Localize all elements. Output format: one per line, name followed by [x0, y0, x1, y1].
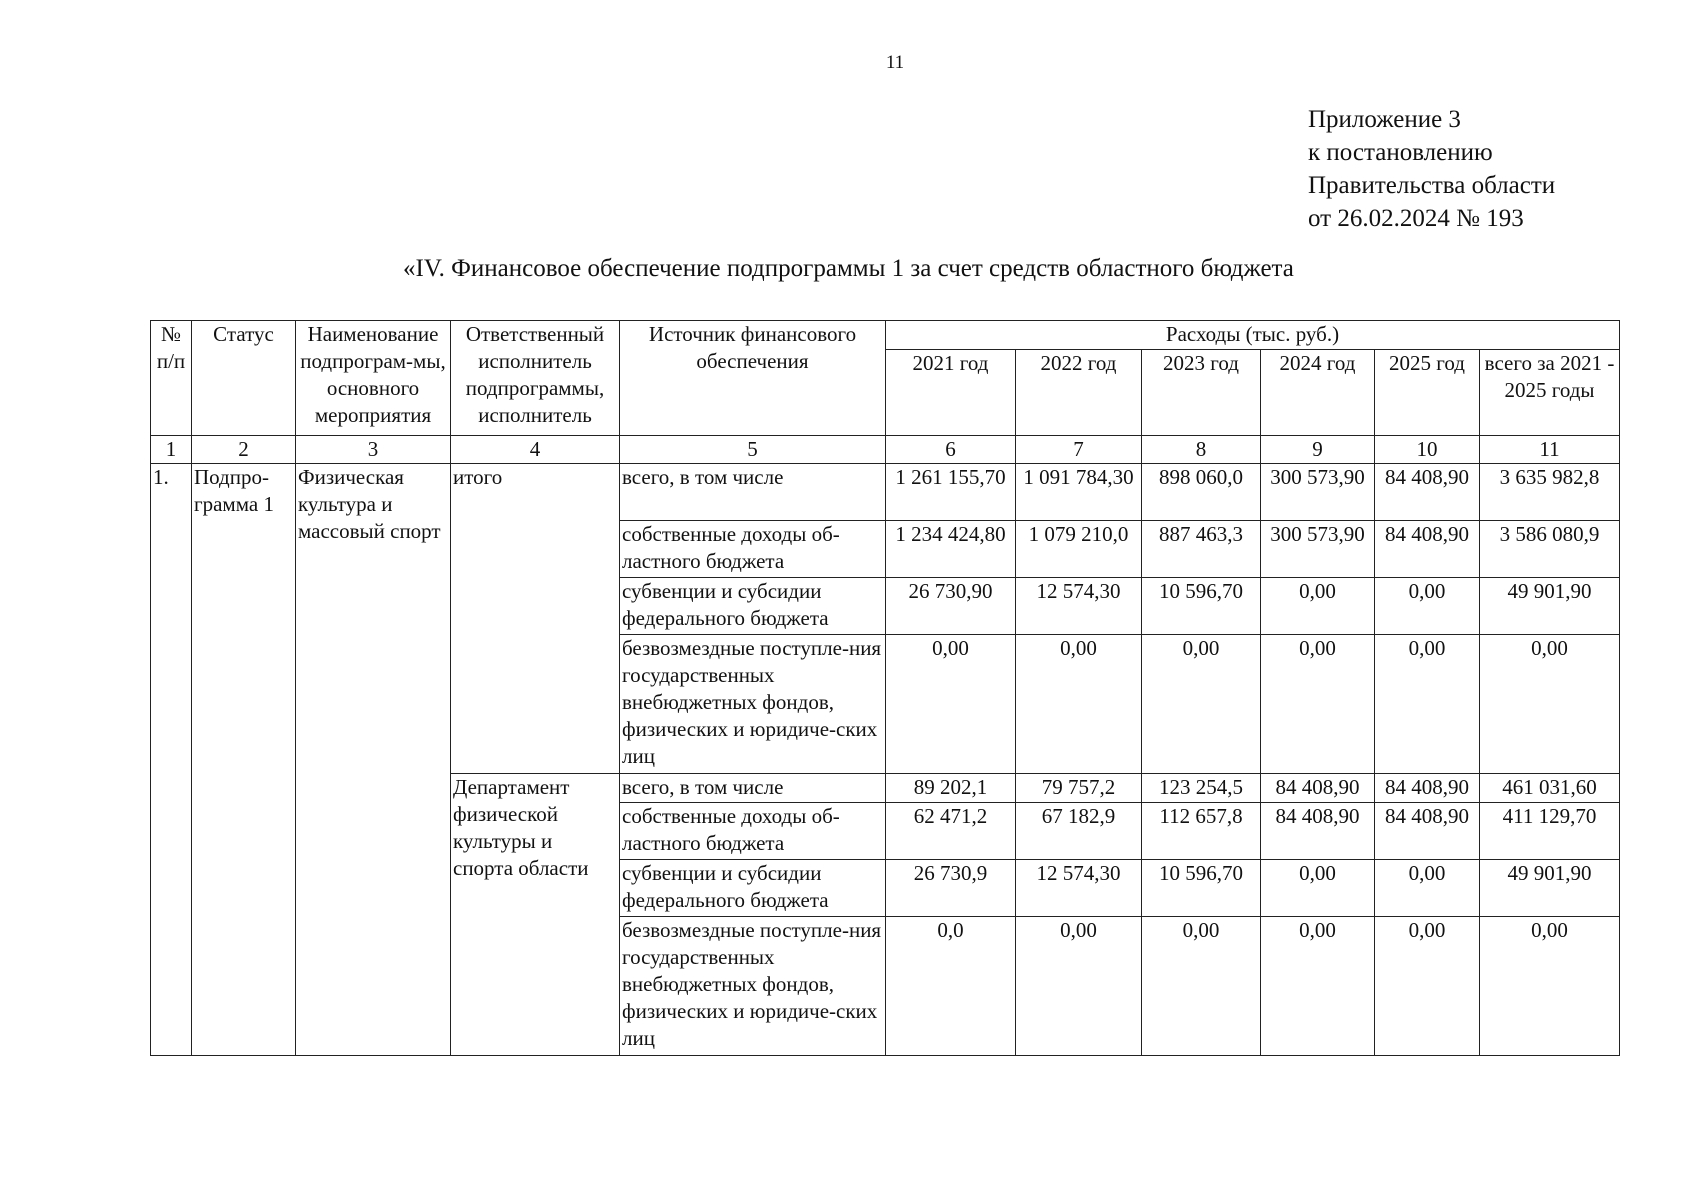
- row-source: собственные доходы об-ластного бюджета: [620, 803, 886, 860]
- value-total: 0,00: [1480, 635, 1620, 774]
- header-expenses: Расходы (тыс. руб.): [886, 321, 1620, 350]
- appendix-line: к постановлению: [1308, 139, 1493, 166]
- value-2023: 0,00: [1142, 917, 1261, 1056]
- column-number-row: [151, 436, 1620, 464]
- value-2023: 898 060,0: [1142, 464, 1261, 521]
- value-2022: 1 091 784,30: [1016, 464, 1142, 521]
- header-year-2023: 2023 год: [1142, 350, 1261, 436]
- row-source: безвозмездные поступле-ния государственных внебюджетных фондов, физических и юридиче-ских лиц: [620, 635, 886, 774]
- value-2025: 0,00: [1375, 635, 1480, 774]
- column-number: 4: [451, 436, 620, 464]
- page-number: 11: [885, 52, 905, 73]
- value-2022: 1 079 210,0: [1016, 521, 1142, 578]
- header-year-2021: 2021 год: [886, 350, 1016, 436]
- column-number: 1: [151, 436, 192, 464]
- value-2022: 12 574,30: [1016, 578, 1142, 635]
- value-2022: 0,00: [1016, 635, 1142, 774]
- row-source: субвенции и субсидии федерального бюджета: [620, 578, 886, 635]
- value-2021: 26 730,90: [886, 578, 1016, 635]
- value-2024: 84 408,90: [1261, 774, 1375, 803]
- value-2021: 89 202,1: [886, 774, 1016, 803]
- financing-table: [150, 320, 1620, 1056]
- value-2021: 0,0: [886, 917, 1016, 1056]
- column-number: 9: [1261, 436, 1375, 464]
- value-2022: 0,00: [1016, 917, 1142, 1056]
- value-2024: 300 573,90: [1261, 521, 1375, 578]
- value-2024: 0,00: [1261, 860, 1375, 917]
- value-total: 411 129,70: [1480, 803, 1620, 860]
- value-2021: 1 261 155,70: [886, 464, 1016, 521]
- column-number: 6: [886, 436, 1016, 464]
- value-2024: 0,00: [1261, 917, 1375, 1056]
- value-2025: 84 408,90: [1375, 521, 1480, 578]
- value-total: 49 901,90: [1480, 578, 1620, 635]
- header-name: Наименование подпрограм-мы, основного мероприятия: [296, 321, 451, 436]
- value-2024: 0,00: [1261, 578, 1375, 635]
- value-2021: 62 471,2: [886, 803, 1016, 860]
- column-number: 11: [1480, 436, 1620, 464]
- table-row: [151, 464, 1620, 521]
- appendix-line: от 26.02.2024 № 193: [1308, 205, 1524, 232]
- row-source: субвенции и субсидии федерального бюджета: [620, 860, 886, 917]
- value-2022: 67 182,9: [1016, 803, 1142, 860]
- value-2025: 84 408,90: [1375, 464, 1480, 521]
- value-2022: 79 757,2: [1016, 774, 1142, 803]
- row-source: всего, в том числе: [620, 774, 886, 803]
- row-name: Физическая культура и массовый спорт: [296, 464, 451, 1056]
- value-total: 49 901,90: [1480, 860, 1620, 917]
- header-no: № п/п: [151, 321, 192, 436]
- row-responsible: Департамент физической культуры и спорта области: [451, 774, 620, 1056]
- value-total: 461 031,60: [1480, 774, 1620, 803]
- value-2025: 0,00: [1375, 578, 1480, 635]
- header-status: Статус: [192, 321, 296, 436]
- row-source: собственные доходы об-ластного бюджета: [620, 521, 886, 578]
- value-2021: 26 730,9: [886, 860, 1016, 917]
- value-2024: 300 573,90: [1261, 464, 1375, 521]
- row-status: Подпро-грамма 1: [192, 464, 296, 1056]
- value-2025: 0,00: [1375, 917, 1480, 1056]
- appendix-line: Правительства области: [1308, 172, 1556, 199]
- row-source: безвозмездные поступле-ния государственных внебюджетных фондов, физических и юридиче-ских лиц: [620, 917, 886, 1056]
- document-title: «IV. Финансовое обеспечение подпрограммы 1 за счет средств областного бюджета: [403, 255, 1294, 282]
- appendix-note: [1308, 103, 1555, 235]
- header-responsible: Ответственный исполнитель подпрограммы, исполнитель: [451, 321, 620, 436]
- value-2023: 10 596,70: [1142, 578, 1261, 635]
- value-total: 0,00: [1480, 917, 1620, 1056]
- column-number: 10: [1375, 436, 1480, 464]
- value-2025: 0,00: [1375, 860, 1480, 917]
- value-total: 3 635 982,8: [1480, 464, 1620, 521]
- value-2021: 1 234 424,80: [886, 521, 1016, 578]
- value-total: 3 586 080,9: [1480, 521, 1620, 578]
- column-number: 7: [1016, 436, 1142, 464]
- column-number: 5: [620, 436, 886, 464]
- column-number: 2: [192, 436, 296, 464]
- header-source: Источник финансового обеспечения: [620, 321, 886, 436]
- value-2023: 887 463,3: [1142, 521, 1261, 578]
- value-2024: 84 408,90: [1261, 803, 1375, 860]
- value-2025: 84 408,90: [1375, 803, 1480, 860]
- value-2023: 0,00: [1142, 635, 1261, 774]
- row-source: всего, в том числе: [620, 464, 886, 521]
- appendix-line: Приложение 3: [1308, 106, 1461, 133]
- value-2023: 112 657,8: [1142, 803, 1261, 860]
- row-number: 1.: [151, 464, 192, 1056]
- header-total: всего за 2021 - 2025 годы: [1480, 350, 1620, 436]
- value-2024: 0,00: [1261, 635, 1375, 774]
- row-responsible: итого: [451, 464, 620, 774]
- column-number: 8: [1142, 436, 1261, 464]
- value-2023: 10 596,70: [1142, 860, 1261, 917]
- value-2021: 0,00: [886, 635, 1016, 774]
- value-2025: 84 408,90: [1375, 774, 1480, 803]
- value-2022: 12 574,30: [1016, 860, 1142, 917]
- value-2023: 123 254,5: [1142, 774, 1261, 803]
- column-number: 3: [296, 436, 451, 464]
- header-year-2024: 2024 год: [1261, 350, 1375, 436]
- header-year-2025: 2025 год: [1375, 350, 1480, 436]
- header-year-2022: 2022 год: [1016, 350, 1142, 436]
